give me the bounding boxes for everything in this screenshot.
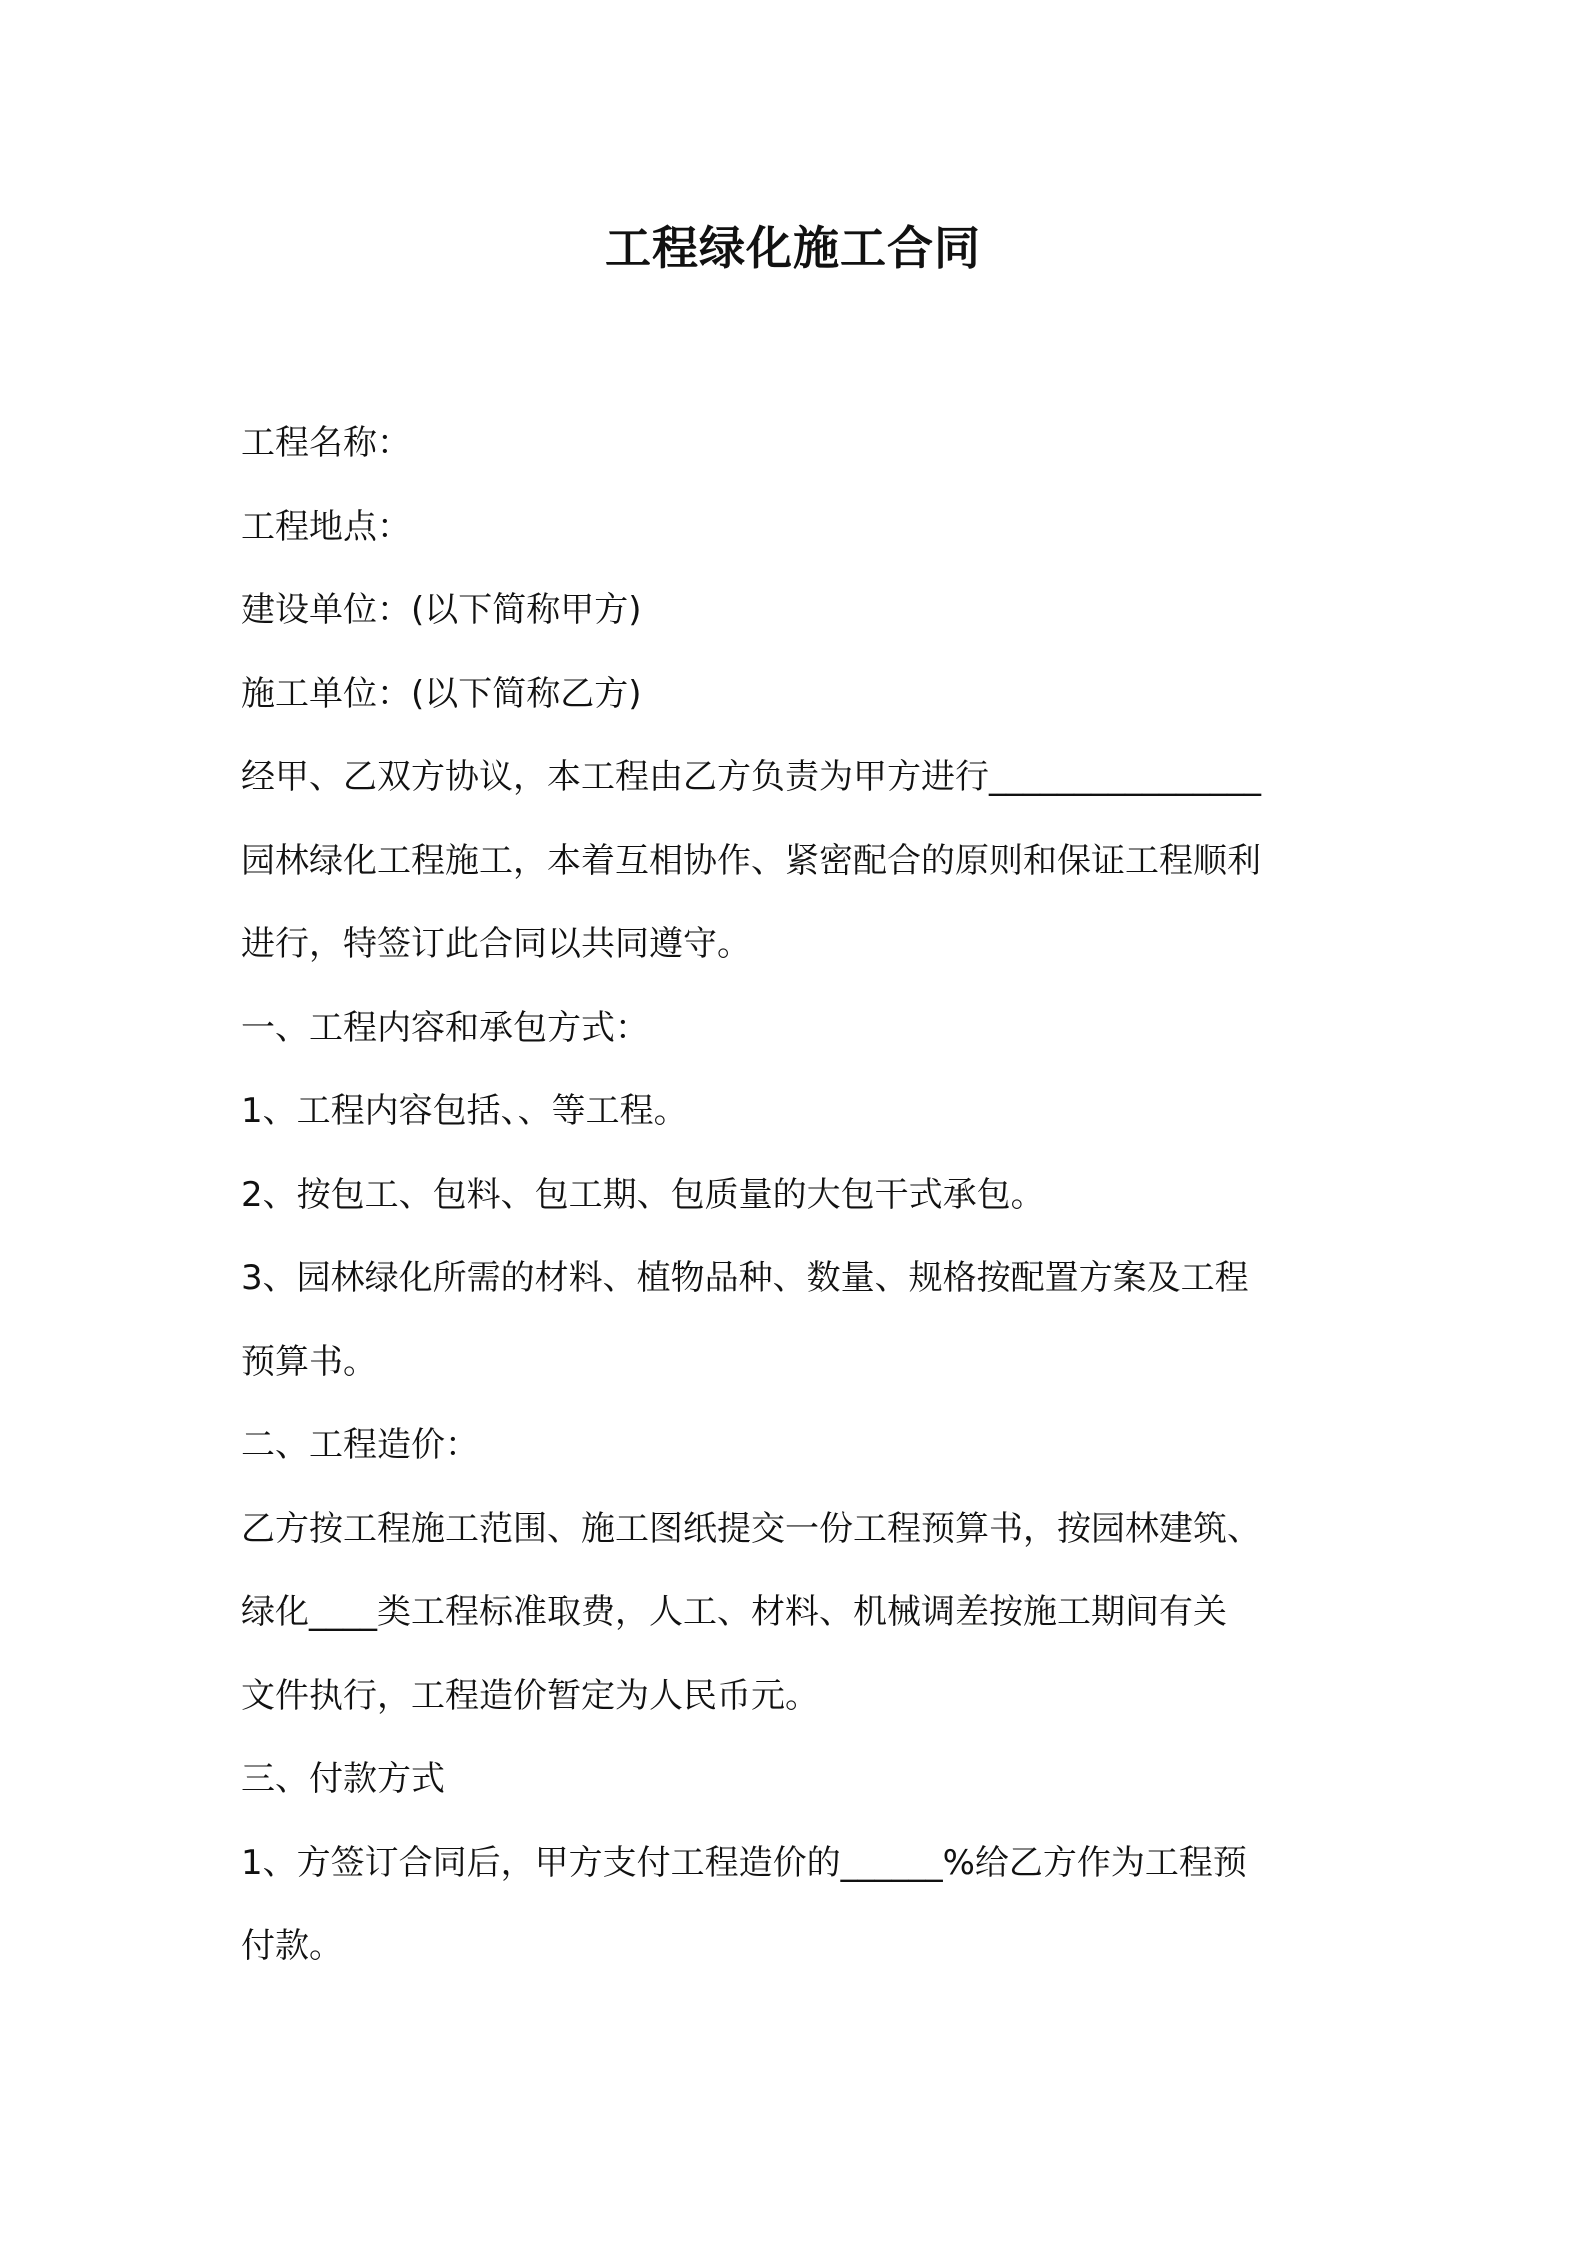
field-construction-unit: 建设单位：(以下简称甲方) <box>241 590 642 630</box>
intro-paragraph-line: 经甲、乙双方协议，本工程由乙方负责为甲方进行________________ <box>241 757 1261 797</box>
clause-item: 1、工程内容包括、、等工程。 <box>241 1091 688 1131</box>
intro-paragraph-line: 园林绿化工程施工，本着互相协作、紧密配合的原则和保证工程顺利 <box>241 840 1261 881</box>
clause-item: 1、方签订合同后，甲方支付工程造价的______%给乙方作为工程预 <box>241 1842 1247 1883</box>
clause-item: 付款。 <box>241 1926 343 1966</box>
section-heading-cost: 二、工程造价： <box>241 1425 479 1465</box>
intro-paragraph-line: 进行，特签订此合同以共同遵守。 <box>241 924 751 964</box>
cost-paragraph-line: 文件执行，工程造价暂定为人民币元。 <box>241 1675 819 1716</box>
section-heading-scope: 一、工程内容和承包方式： <box>241 1007 649 1048</box>
clause-item: 预算书。 <box>241 1341 377 1382</box>
document-body <box>241 402 1361 1989</box>
document-title: 工程绿化施工合同 <box>605 221 981 275</box>
field-project-name: 工程名称： <box>241 423 411 463</box>
section-heading-payment: 三、付款方式 <box>241 1759 445 1799</box>
field-project-location: 工程地点： <box>241 506 411 547</box>
cost-paragraph-line: 乙方按工程施工范围、施工图纸提交一份工程预算书，按园林建筑、 <box>241 1508 1261 1549</box>
clause-item: 2、按包工、包料、包工期、包质量的大包干式承包。 <box>241 1174 1045 1215</box>
clause-item: 3、园林绿化所需的材料、植物品种、数量、规格按配置方案及工程 <box>241 1258 1249 1298</box>
cost-paragraph-line: 绿化____类工程标准取费，人工、材料、机械调差按施工期间有关 <box>241 1592 1227 1632</box>
field-contractor-unit: 施工单位：(以下简称乙方) <box>241 673 642 714</box>
